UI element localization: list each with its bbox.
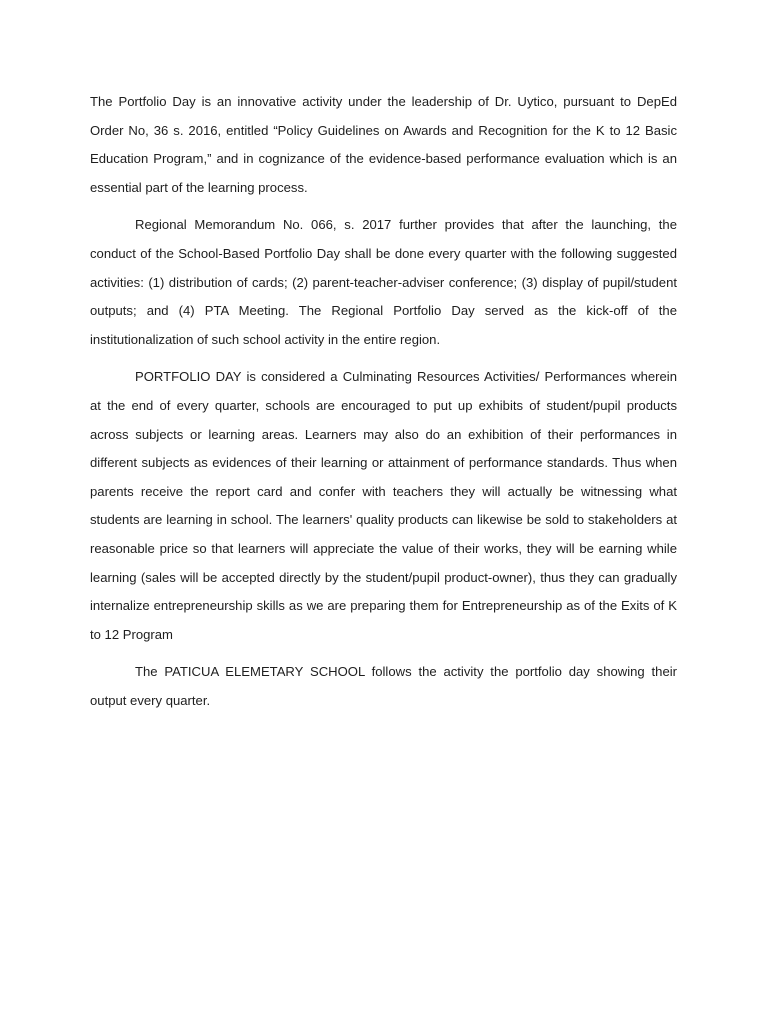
document-body [90, 88, 677, 724]
paragraph-school-activity: The PATICUA ELEMETARY SCHOOL follows the activity the portfolio day showing their output every quarter. [90, 664, 677, 708]
paragraph-regional-memorandum: Regional Memorandum No. 066, s. 2017 further provides that after the launching, the conduct of the School-Based Portfolio Day shall be done every quarter with the following suggested activities: (1) distribution of cards; (2) parent-teacher-adviser conference; (3) display of pupil/student outputs; and (4) PTA Meeting. The Regional Portfolio Day served as the kick-off of the institutionalization of such school activity in the entire region. [90, 217, 677, 347]
paragraph-portfolio-day-intro: The Portfolio Day is an innovative activity under the leadership of Dr. Uytico, pursuant to DepEd Order No, 36 s. 2016, entitled “Policy Guidelines on Awards and Recognition for the K to 12 Basic Education Program,” and in cognizance of the evidence-based performance evaluation which is an essential part of the learning process. [90, 94, 677, 195]
paragraph-portfolio-day-description: PORTFOLIO DAY is considered a Culminating Resources Activities/ Performances wherein at the end of every quarter, schools are encouraged to put up exhibits of student/pupil products across subjects or learning areas. Learners may also do an exhibition of their performances in different subjects as evidences of their learning or attainment of performance standards. Thus when parents receive the report card and confer with teachers they will actually be witnessing what students are learning in school. The learners' quality products can likewise be sold to stakeholders at reasonable price so that learners will appreciate the value of their works, they will be earning while learning (sales will be accepted directly by the student/pupil product-owner), thus they can gradually internalize entrepreneurship skills as we are preparing them for Entrepreneurship as of the Exits of K to 12 Program [90, 369, 677, 642]
